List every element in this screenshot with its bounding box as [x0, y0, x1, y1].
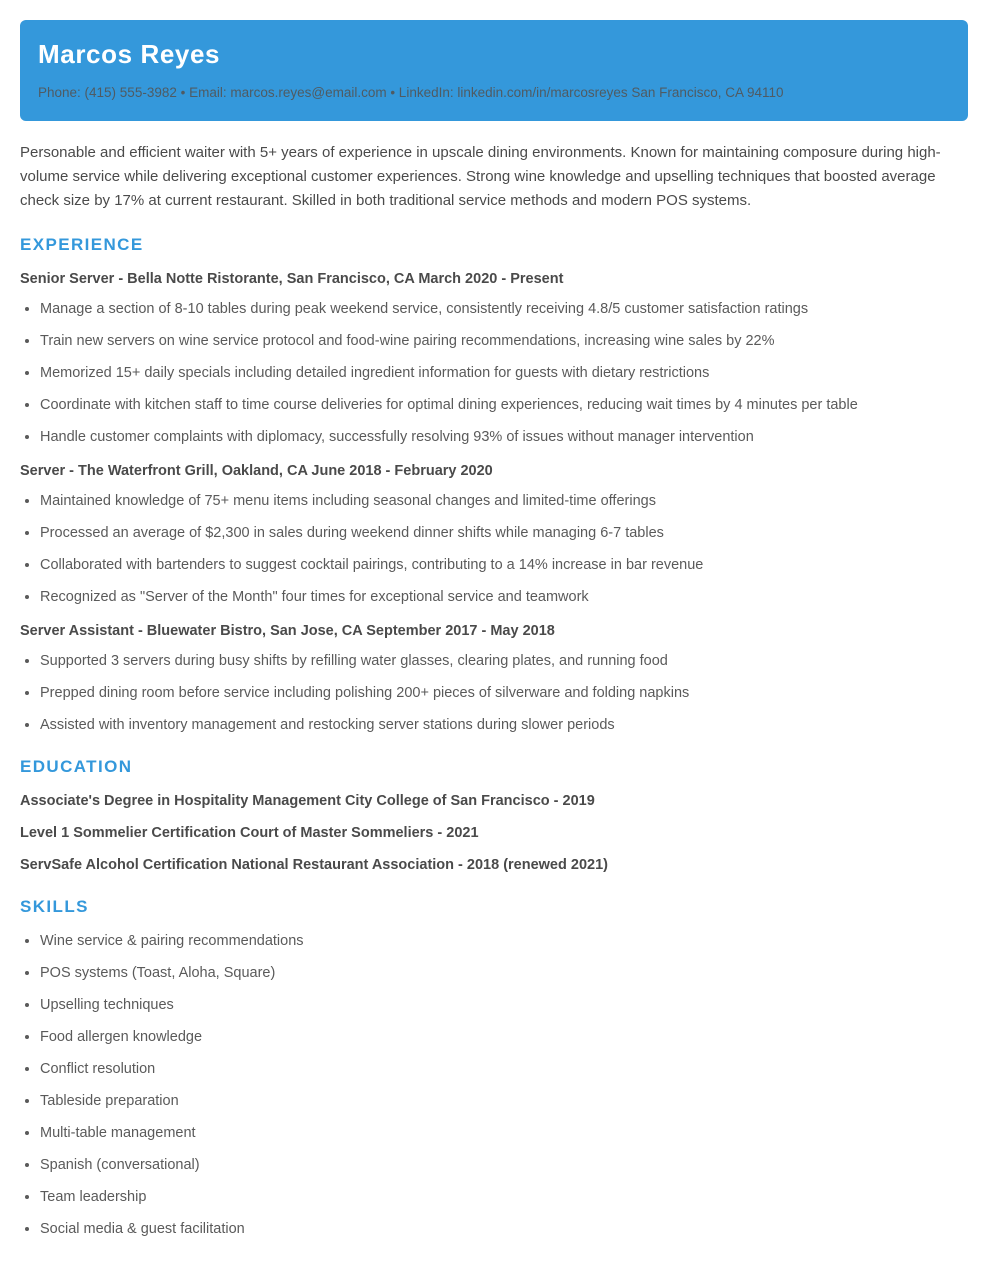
- list-item: Conflict resolution: [20, 1059, 968, 1079]
- education-item: Associate's Degree in Hospitality Management City College of San Francisco - 2019: [20, 793, 595, 809]
- job-heading: Senior Server - Bella Notte Ristorante, San Francisco, CA March 2020 - Present: [20, 271, 564, 287]
- skills-list: [20, 931, 968, 1239]
- list-item: Manage a section of 8-10 tables during peak weekend service, consistently receiving 4.8/5 customer satisfaction ratings: [20, 299, 968, 319]
- job-heading: Server - The Waterfront Grill, Oakland, CA June 2018 - February 2020: [20, 463, 493, 479]
- list-item: Recognized as "Server of the Month" four times for exceptional service and teamwork: [20, 587, 968, 607]
- list-item: Collaborated with bartenders to suggest cocktail pairings, contributing to a 14% increase in bar revenue: [20, 555, 968, 575]
- list-item: Spanish (conversational): [20, 1155, 968, 1175]
- list-item: Multi-table management: [20, 1123, 968, 1143]
- contact-info-line: Phone: (415) 555-3982 • Email: marcos.reyes@email.com • LinkedIn: linkedin.com/in/marcosreyes San Francisco, CA 94110: [38, 85, 784, 100]
- job-bullet-list: [20, 491, 968, 607]
- job-heading: Server Assistant - Bluewater Bistro, San Jose, CA September 2017 - May 2018: [20, 623, 555, 639]
- list-item: Processed an average of $2,300 in sales during weekend dinner shifts while managing 6-7 tables: [20, 523, 968, 543]
- section-title-skills: SKILLS: [20, 897, 89, 916]
- job-bullet-list: [20, 299, 968, 447]
- list-item: Memorized 15+ daily specials including detailed ingredient information for guests with dietary restrictions: [20, 363, 968, 383]
- list-item: Maintained knowledge of 75+ menu items including seasonal changes and limited-time offerings: [20, 491, 968, 511]
- resume-body: [20, 141, 968, 1251]
- education-item: ServSafe Alcohol Certification National Restaurant Association - 2018 (renewed 2021): [20, 857, 608, 873]
- section-title-experience: EXPERIENCE: [20, 235, 144, 254]
- resume-header-banner: [20, 20, 968, 121]
- candidate-name: Marcos Reyes: [38, 39, 221, 69]
- list-item: Upselling techniques: [20, 995, 968, 1015]
- section-education: [20, 757, 968, 875]
- list-item: Social media & guest facilitation: [20, 1219, 968, 1239]
- list-item: Coordinate with kitchen staff to time course deliveries for optimal dining experiences, reducing wait times by 4 minutes per table: [20, 395, 968, 415]
- list-item: Handle customer complaints with diplomacy, successfully resolving 93% of issues without manager intervention: [20, 427, 968, 447]
- list-item: Train new servers on wine service protocol and food-wine pairing recommendations, increasing wine sales by 22%: [20, 331, 968, 351]
- job-entry: [20, 621, 968, 735]
- section-skills: [20, 897, 968, 1239]
- job-bullet-list: [20, 651, 968, 735]
- list-item: POS systems (Toast, Aloha, Square): [20, 963, 968, 983]
- education-item: Level 1 Sommelier Certification Court of Master Sommeliers - 2021: [20, 825, 479, 841]
- section-experience: [20, 235, 968, 735]
- list-item: Supported 3 servers during busy shifts by refilling water glasses, clearing plates, and running food: [20, 651, 968, 671]
- section-title-education: EDUCATION: [20, 757, 133, 776]
- job-entry: [20, 269, 968, 447]
- list-item: Food allergen knowledge: [20, 1027, 968, 1047]
- list-item: Tableside preparation: [20, 1091, 968, 1111]
- list-item: Wine service & pairing recommendations: [20, 931, 968, 951]
- professional-summary: Personable and efficient waiter with 5+ years of experience in upscale dining environments. Known for maintaining composure during high-volume service while delivering exceptional customer experiences. Strong wine knowledge and upselling techniques that boosted average check size by 17% at current restaurant. Skilled in both traditional service methods and modern POS systems.: [20, 144, 941, 209]
- job-entry: [20, 461, 968, 607]
- list-item: Team leadership: [20, 1187, 968, 1207]
- list-item: Assisted with inventory management and restocking server stations during slower periods: [20, 715, 968, 735]
- list-item: Prepped dining room before service including polishing 200+ pieces of silverware and folding napkins: [20, 683, 968, 703]
